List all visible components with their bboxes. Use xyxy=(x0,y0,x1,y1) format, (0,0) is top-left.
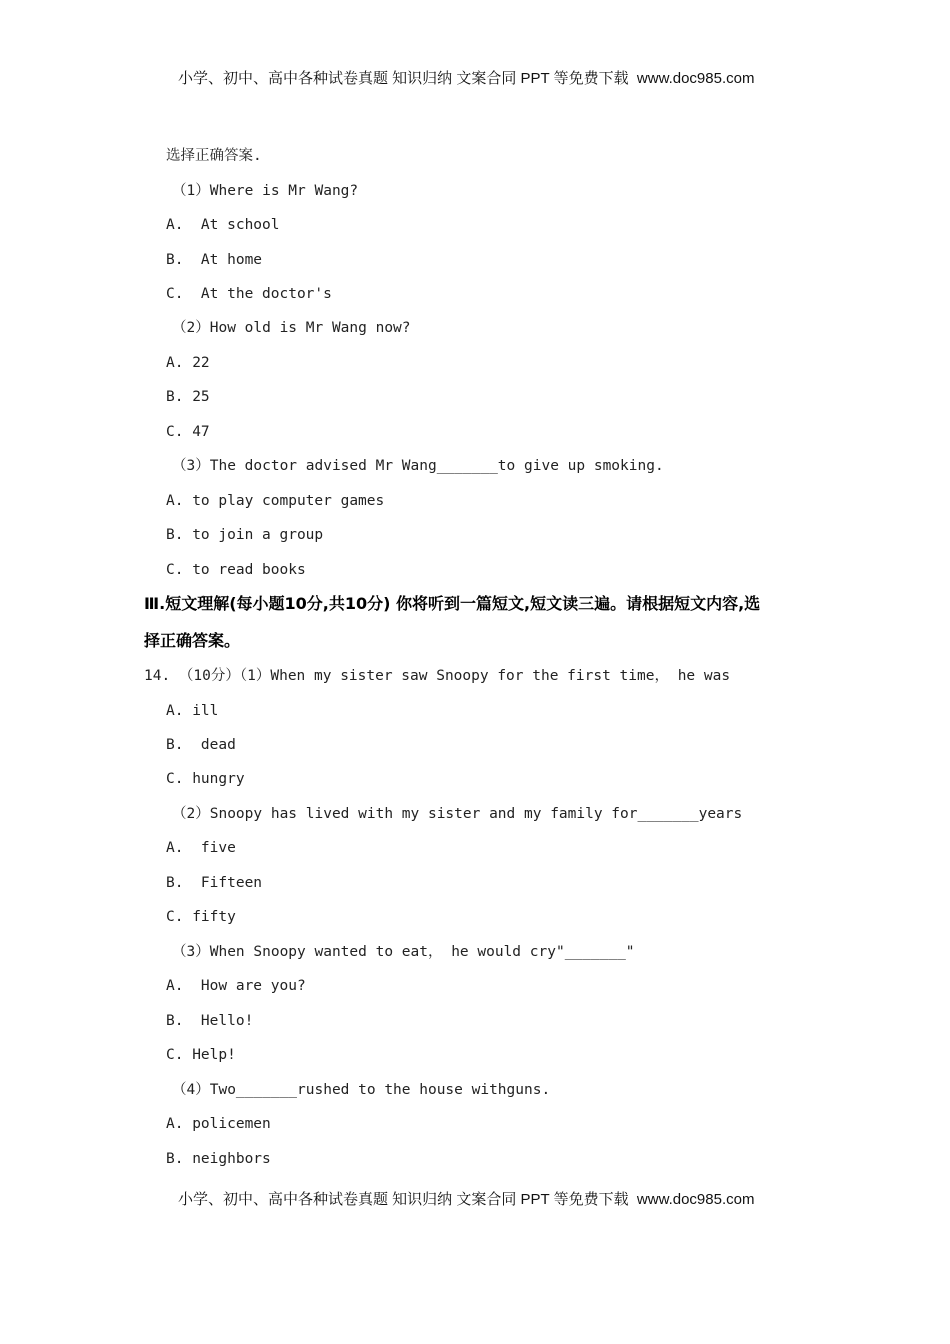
page-footer: 小学、初中、高中各种试卷真题 知识归纳 文案合同 PPT 等免费下载 www.doc985.com xyxy=(178,1191,755,1208)
question-14-3: （3）When Snoopy wanted to eat， he would cry"_______" xyxy=(172,944,635,960)
question-2: （2）How old is Mr Wang now? xyxy=(172,320,411,336)
question-14-4: （4）Two_______rushed to the house withguns. xyxy=(172,1082,551,1098)
option: C. Help! xyxy=(166,1047,236,1063)
page-header: 小学、初中、高中各种试卷真题 知识归纳 文案合同 PPT 等免费下载 www.doc985.com xyxy=(178,70,755,87)
option: A. At school xyxy=(166,217,280,233)
option: A. How are you? xyxy=(166,978,306,994)
option: C. hungry xyxy=(166,771,245,787)
option: B. Fifteen xyxy=(166,875,263,891)
option: A. to play computer games xyxy=(166,493,385,509)
section-heading: Ⅲ.短文理解(每小题10分,共10分) 你将听到一篇短文,短文读三遍。请根据短文内容,选 xyxy=(144,594,761,613)
option: A. policemen xyxy=(166,1116,271,1132)
option: B. 25 xyxy=(166,389,210,405)
option: B. Hello! xyxy=(166,1013,254,1029)
option: B. to join a group xyxy=(166,527,324,543)
option: A. five xyxy=(166,840,236,856)
option: C. At the doctor's xyxy=(166,286,332,302)
option: B. At home xyxy=(166,252,263,268)
section-heading-cont: 择正确答案。 xyxy=(144,631,241,650)
option: B. dead xyxy=(166,737,236,753)
question-14-2: （2）Snoopy has lived with my sister and my family for_______years xyxy=(172,806,743,822)
option: A. ill xyxy=(166,703,219,719)
option: C. to read books xyxy=(166,562,306,578)
option: C. fifty xyxy=(166,909,236,925)
option: C. 47 xyxy=(166,424,210,440)
option: B. neighbors xyxy=(166,1151,271,1167)
option: A. 22 xyxy=(166,355,210,371)
question-14: 14. （10分）（1）When my sister saw Snoopy for the first time， he was xyxy=(144,668,731,684)
question-3: （3）The doctor advised Mr Wang_______to give up smoking. xyxy=(172,458,664,474)
question-1: （1）Where is Mr Wang? xyxy=(172,183,359,199)
instruction: 选择正确答案. xyxy=(166,148,262,164)
